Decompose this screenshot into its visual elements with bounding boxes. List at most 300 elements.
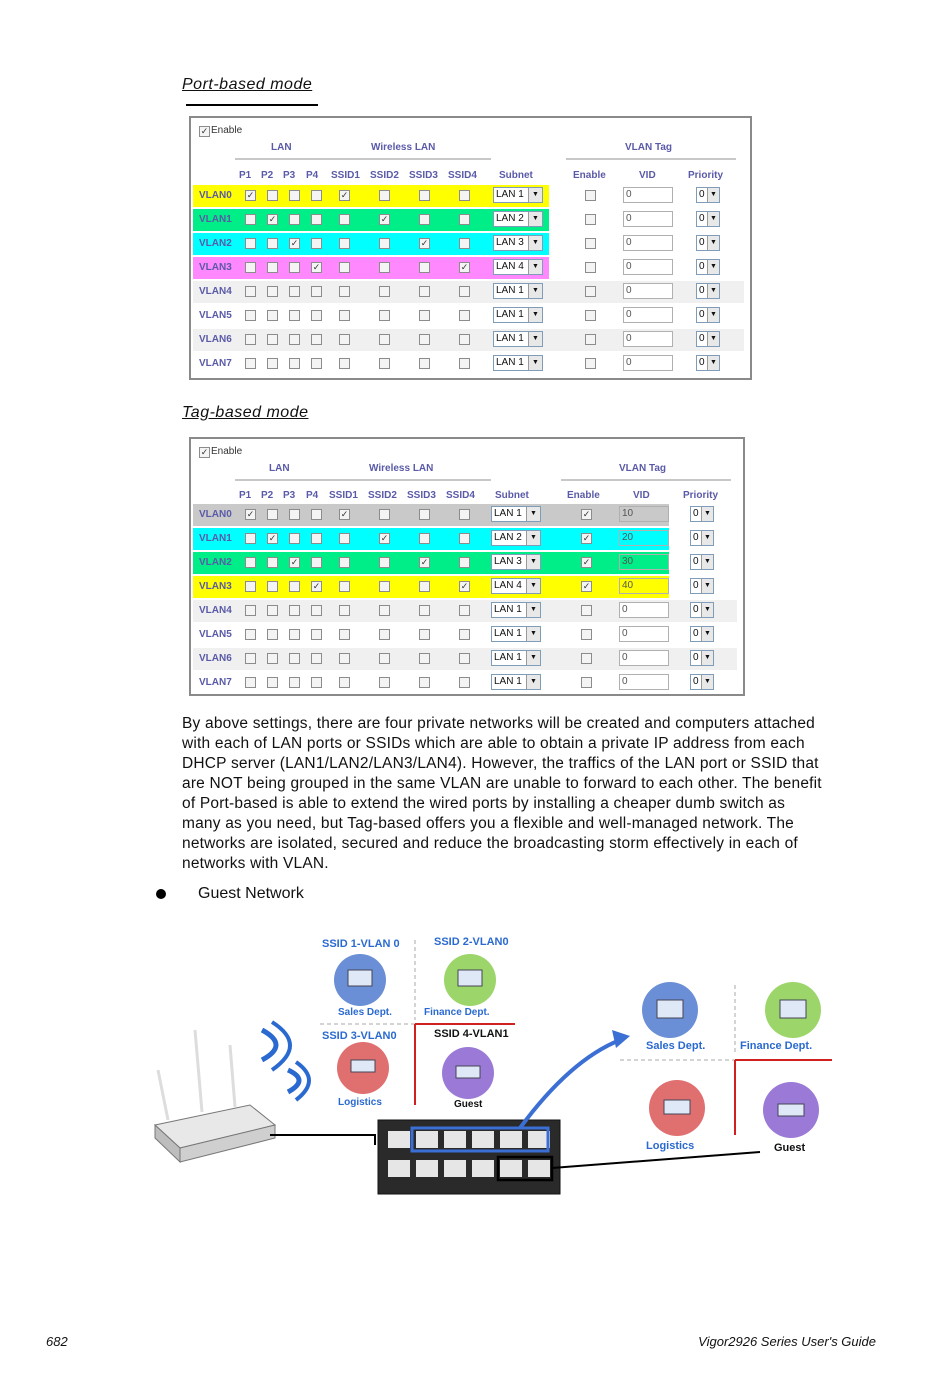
priority-value: 0 bbox=[693, 580, 699, 591]
vlan-name: VLAN4 bbox=[199, 286, 232, 297]
tag-enable-checkbox[interactable] bbox=[581, 605, 592, 616]
port-checkbox[interactable] bbox=[379, 238, 390, 249]
table-row bbox=[193, 280, 744, 304]
vid-input[interactable]: 20 bbox=[619, 530, 669, 546]
table-row bbox=[193, 671, 737, 695]
tag-enable-checkbox[interactable] bbox=[585, 238, 596, 249]
port-checkbox[interactable]: ✓ bbox=[268, 214, 277, 224]
port-checkbox[interactable] bbox=[459, 653, 470, 664]
chevron-down-icon: ▼ bbox=[526, 603, 540, 617]
priority-select[interactable] bbox=[696, 187, 720, 203]
port-checkbox[interactable] bbox=[339, 677, 350, 688]
subnet-value: LAN 1 bbox=[496, 309, 524, 320]
port-checkbox[interactable] bbox=[289, 286, 300, 297]
port-checkbox[interactable] bbox=[267, 677, 278, 688]
port-checkbox[interactable]: ✓ bbox=[246, 509, 255, 519]
subnet-select[interactable] bbox=[491, 626, 541, 642]
vlan-name: VLAN5 bbox=[199, 629, 232, 640]
subnet-value: LAN 1 bbox=[496, 189, 524, 200]
port-checkbox[interactable] bbox=[267, 358, 278, 369]
priority-value: 0 bbox=[693, 676, 699, 687]
port-checkbox[interactable] bbox=[459, 334, 470, 345]
port-checkbox[interactable] bbox=[267, 557, 278, 568]
vid-input[interactable]: 0 bbox=[619, 650, 669, 666]
chevron-down-icon: ▼ bbox=[707, 284, 719, 298]
subnet-select[interactable] bbox=[491, 674, 541, 690]
row-highlight bbox=[193, 528, 669, 550]
table-row bbox=[193, 647, 737, 671]
column-header-vid: VID bbox=[633, 490, 650, 501]
port-checkbox[interactable] bbox=[339, 238, 350, 249]
port-checkbox[interactable] bbox=[379, 581, 390, 592]
port-checkbox[interactable] bbox=[311, 653, 322, 664]
vid-input[interactable]: 0 bbox=[623, 355, 673, 371]
port-checkbox[interactable] bbox=[419, 262, 430, 273]
port-checkbox[interactable] bbox=[459, 629, 470, 640]
enable-checkbox[interactable]: ✓ bbox=[200, 447, 209, 457]
vid-input[interactable]: 0 bbox=[623, 259, 673, 275]
vid-input[interactable]: 0 bbox=[619, 626, 669, 642]
port-checkbox[interactable] bbox=[339, 334, 350, 345]
tag-enable-checkbox[interactable]: ✓ bbox=[582, 557, 591, 567]
tag-group-line bbox=[566, 158, 736, 160]
subnet-select[interactable] bbox=[491, 506, 541, 522]
port-checkbox[interactable] bbox=[459, 557, 470, 568]
subnet-select[interactable] bbox=[493, 211, 543, 227]
body-line: networks with VLAN. bbox=[182, 855, 329, 872]
priority-select[interactable] bbox=[696, 259, 720, 275]
tag-enable-checkbox[interactable] bbox=[585, 358, 596, 369]
port-checkbox[interactable] bbox=[289, 533, 300, 544]
column-header-p1: P1 bbox=[239, 170, 252, 181]
port-checkbox[interactable] bbox=[267, 286, 278, 297]
port-checkbox[interactable] bbox=[419, 677, 430, 688]
port-checkbox[interactable] bbox=[459, 310, 470, 321]
port-checkbox[interactable]: ✓ bbox=[420, 557, 429, 567]
tag-enable-checkbox[interactable]: ✓ bbox=[582, 509, 591, 519]
port-checkbox[interactable] bbox=[311, 310, 322, 321]
port-checkbox[interactable] bbox=[311, 557, 322, 568]
port-checkbox[interactable] bbox=[289, 581, 300, 592]
port-checkbox[interactable] bbox=[419, 334, 430, 345]
chevron-down-icon: ▼ bbox=[528, 332, 542, 346]
port-checkbox[interactable] bbox=[245, 581, 256, 592]
port-checkbox[interactable] bbox=[267, 605, 278, 616]
port-checkbox[interactable] bbox=[419, 214, 430, 225]
port-checkbox[interactable] bbox=[267, 190, 278, 201]
chevron-down-icon: ▼ bbox=[526, 579, 540, 593]
port-checkbox[interactable] bbox=[339, 605, 350, 616]
port-checkbox[interactable]: ✓ bbox=[420, 238, 429, 248]
guide-title: Vigor2926 Series User's Guide bbox=[698, 1334, 876, 1349]
body-line: many as you need, but Tag-based offers you a flexible and well-managed network. The bbox=[182, 815, 794, 832]
port-checkbox[interactable]: ✓ bbox=[340, 190, 349, 200]
priority-select[interactable] bbox=[690, 674, 714, 690]
subnet-value: LAN 1 bbox=[496, 285, 524, 296]
priority-value: 0 bbox=[699, 261, 705, 272]
subnet-select[interactable] bbox=[493, 307, 543, 323]
port-checkbox[interactable] bbox=[245, 677, 256, 688]
chevron-down-icon: ▼ bbox=[526, 627, 540, 641]
port-checkbox[interactable] bbox=[289, 358, 300, 369]
port-checkbox[interactable] bbox=[245, 533, 256, 544]
tag-enable-checkbox[interactable] bbox=[585, 310, 596, 321]
port-checkbox[interactable] bbox=[245, 557, 256, 568]
vid-input[interactable]: 0 bbox=[623, 235, 673, 251]
port-checkbox[interactable] bbox=[289, 214, 300, 225]
port-checkbox[interactable] bbox=[379, 677, 390, 688]
priority-value: 0 bbox=[693, 556, 699, 567]
subnet-value: LAN 2 bbox=[496, 213, 524, 224]
guest-right-label: Guest bbox=[774, 1142, 806, 1154]
vid-input[interactable]: 0 bbox=[619, 674, 669, 690]
port-checkbox[interactable] bbox=[459, 605, 470, 616]
subnet-value: LAN 1 bbox=[494, 652, 522, 663]
port-checkbox[interactable] bbox=[339, 581, 350, 592]
port-checkbox[interactable] bbox=[339, 358, 350, 369]
port-checkbox[interactable] bbox=[339, 262, 350, 273]
vlan-name: VLAN7 bbox=[199, 677, 232, 688]
port-checkbox[interactable]: ✓ bbox=[312, 581, 321, 591]
port-checkbox[interactable] bbox=[311, 533, 322, 544]
column-header-ssid1: SSID1 bbox=[329, 490, 358, 501]
port-checkbox[interactable] bbox=[419, 605, 430, 616]
priority-select[interactable] bbox=[690, 554, 714, 570]
port-checkbox[interactable] bbox=[379, 334, 390, 345]
subnet-select[interactable] bbox=[491, 602, 541, 618]
chevron-down-icon: ▼ bbox=[526, 651, 540, 665]
priority-select[interactable] bbox=[696, 283, 720, 299]
port-checkbox[interactable]: ✓ bbox=[312, 262, 321, 272]
priority-value: 0 bbox=[693, 652, 699, 663]
table-row bbox=[193, 328, 744, 352]
port-checkbox[interactable] bbox=[459, 677, 470, 688]
subnet-value: LAN 3 bbox=[494, 556, 522, 567]
tag-enable-checkbox[interactable] bbox=[585, 214, 596, 225]
port-checkbox[interactable] bbox=[245, 310, 256, 321]
vid-input[interactable]: 0 bbox=[623, 187, 673, 203]
priority-select[interactable] bbox=[696, 331, 720, 347]
subnet-select[interactable] bbox=[491, 530, 541, 546]
port-checkbox[interactable] bbox=[419, 629, 430, 640]
column-header-subnet: Subnet bbox=[499, 170, 533, 181]
port-checkbox[interactable] bbox=[289, 190, 300, 201]
lan-group-line bbox=[235, 479, 331, 481]
port-checkbox[interactable] bbox=[289, 653, 300, 664]
subnet-value: LAN 1 bbox=[494, 508, 522, 519]
port-checkbox[interactable] bbox=[339, 629, 350, 640]
priority-value: 0 bbox=[693, 508, 699, 519]
chevron-down-icon: ▼ bbox=[701, 531, 713, 545]
vlan-tag-group-header: VLAN Tag bbox=[625, 142, 673, 153]
port-checkbox[interactable] bbox=[459, 286, 470, 297]
subnet-select[interactable] bbox=[493, 187, 543, 203]
column-header-p3: P3 bbox=[283, 490, 296, 501]
vid-input[interactable]: 0 bbox=[623, 307, 673, 323]
priority-select[interactable] bbox=[690, 506, 714, 522]
port-checkbox[interactable] bbox=[419, 190, 430, 201]
port-checkbox[interactable] bbox=[311, 334, 322, 345]
chevron-down-icon: ▼ bbox=[701, 627, 713, 641]
port-checkbox[interactable] bbox=[459, 509, 470, 520]
page-number: 682 bbox=[46, 1334, 68, 1349]
port-checkbox[interactable] bbox=[267, 310, 278, 321]
port-checkbox[interactable] bbox=[379, 358, 390, 369]
sales-right-label: Sales Dept. bbox=[646, 1040, 706, 1052]
priority-value: 0 bbox=[699, 357, 705, 368]
port-checkbox[interactable] bbox=[311, 358, 322, 369]
vid-input[interactable]: 0 bbox=[623, 331, 673, 347]
vlan-name: VLAN2 bbox=[199, 238, 232, 249]
port-checkbox[interactable] bbox=[267, 629, 278, 640]
column-header-ssid3: SSID3 bbox=[409, 170, 438, 181]
vlan-name: VLAN6 bbox=[199, 653, 232, 664]
priority-value: 0 bbox=[693, 604, 699, 615]
port-checkbox[interactable] bbox=[289, 262, 300, 273]
port-checkbox[interactable] bbox=[245, 262, 256, 273]
chevron-down-icon: ▼ bbox=[701, 579, 713, 593]
port-checkbox[interactable] bbox=[267, 262, 278, 273]
bullet-guest-network: Guest Network bbox=[198, 885, 304, 902]
tag-enable-checkbox[interactable]: ✓ bbox=[582, 533, 591, 543]
priority-select[interactable] bbox=[696, 307, 720, 323]
port-checkbox[interactable]: ✓ bbox=[380, 214, 389, 224]
subnet-select[interactable] bbox=[491, 650, 541, 666]
tag-enable-checkbox[interactable] bbox=[585, 190, 596, 201]
priority-select[interactable] bbox=[690, 626, 714, 642]
port-checkbox[interactable] bbox=[419, 358, 430, 369]
port-checkbox[interactable] bbox=[339, 286, 350, 297]
vlan-name: VLAN2 bbox=[199, 557, 232, 568]
vid-input[interactable]: 0 bbox=[623, 283, 673, 299]
port-checkbox[interactable] bbox=[419, 509, 430, 520]
vlan-name: VLAN0 bbox=[199, 190, 232, 201]
vid-input[interactable]: 0 bbox=[623, 211, 673, 227]
port-checkbox[interactable] bbox=[379, 262, 390, 273]
ssid3-label: SSID 3-VLAN0 bbox=[322, 1030, 397, 1042]
port-checkbox[interactable] bbox=[311, 605, 322, 616]
port-checkbox[interactable] bbox=[379, 653, 390, 664]
port-checkbox[interactable] bbox=[459, 238, 470, 249]
port-checkbox[interactable] bbox=[419, 533, 430, 544]
priority-select[interactable] bbox=[690, 650, 714, 666]
port-checkbox[interactable] bbox=[289, 310, 300, 321]
vlan-name: VLAN1 bbox=[199, 214, 232, 225]
port-checkbox[interactable]: ✓ bbox=[268, 533, 277, 543]
body-line: By above settings, there are four private networks will be created and computers attached bbox=[182, 715, 815, 732]
port-checkbox[interactable] bbox=[311, 677, 322, 688]
port-checkbox[interactable] bbox=[379, 286, 390, 297]
port-checkbox[interactable] bbox=[267, 334, 278, 345]
priority-select[interactable] bbox=[690, 602, 714, 618]
diagram-graphic bbox=[150, 930, 840, 1200]
tag-enable-checkbox[interactable]: ✓ bbox=[582, 581, 591, 591]
port-checkbox[interactable] bbox=[289, 629, 300, 640]
vid-input[interactable]: 0 bbox=[619, 602, 669, 618]
port-checkbox[interactable] bbox=[419, 581, 430, 592]
priority-select[interactable] bbox=[690, 530, 714, 546]
port-checkbox[interactable] bbox=[311, 286, 322, 297]
port-checkbox[interactable] bbox=[339, 533, 350, 544]
lan-group-line bbox=[235, 158, 331, 160]
guest-network-diagram bbox=[150, 930, 840, 1200]
column-header-enable: Enable bbox=[567, 490, 600, 501]
subnet-select[interactable] bbox=[493, 259, 543, 275]
port-checkbox[interactable] bbox=[245, 334, 256, 345]
guest-label: Guest bbox=[454, 1099, 483, 1110]
port-checkbox[interactable] bbox=[459, 533, 470, 544]
port-checkbox[interactable] bbox=[379, 310, 390, 321]
subnet-select[interactable] bbox=[493, 331, 543, 347]
column-header-ssid4: SSID4 bbox=[448, 170, 477, 181]
port-checkbox[interactable] bbox=[245, 358, 256, 369]
chevron-down-icon: ▼ bbox=[526, 675, 540, 689]
tag-enable-checkbox[interactable] bbox=[581, 653, 592, 664]
body-line: networks are isolated, secured and reduce the broadcasting storm effectively in each of bbox=[182, 835, 798, 852]
table-row bbox=[193, 232, 744, 256]
subnet-value: LAN 1 bbox=[496, 333, 524, 344]
priority-value: 0 bbox=[699, 333, 705, 344]
table-row bbox=[193, 551, 737, 575]
port-checkbox[interactable] bbox=[245, 629, 256, 640]
lan-group-header: LAN bbox=[271, 142, 292, 153]
port-checkbox[interactable] bbox=[339, 310, 350, 321]
port-checkbox[interactable]: ✓ bbox=[380, 533, 389, 543]
port-checkbox[interactable] bbox=[289, 677, 300, 688]
priority-value: 0 bbox=[699, 189, 705, 200]
vid-input[interactable]: 30 bbox=[619, 554, 669, 570]
port-checkbox[interactable] bbox=[459, 190, 470, 201]
tag-enable-checkbox[interactable] bbox=[585, 262, 596, 273]
enable-checkbox[interactable]: ✓ bbox=[200, 126, 209, 136]
port-checkbox[interactable] bbox=[379, 557, 390, 568]
port-checkbox[interactable] bbox=[245, 214, 256, 225]
subnet-select[interactable] bbox=[491, 578, 541, 594]
vid-input[interactable]: 40 bbox=[619, 578, 669, 594]
chevron-down-icon: ▼ bbox=[528, 188, 542, 202]
chevron-down-icon: ▼ bbox=[701, 651, 713, 665]
priority-select[interactable] bbox=[696, 355, 720, 371]
chevron-down-icon: ▼ bbox=[528, 260, 542, 274]
subnet-select[interactable] bbox=[493, 235, 543, 251]
tag-enable-checkbox[interactable] bbox=[581, 629, 592, 640]
priority-select[interactable] bbox=[690, 578, 714, 594]
port-checkbox[interactable] bbox=[267, 509, 278, 520]
port-checkbox[interactable] bbox=[419, 310, 430, 321]
port-checkbox[interactable] bbox=[379, 509, 390, 520]
column-header-subnet: Subnet bbox=[495, 490, 529, 501]
table-row bbox=[193, 623, 737, 647]
port-checkbox[interactable] bbox=[379, 605, 390, 616]
port-checkbox[interactable] bbox=[459, 214, 470, 225]
priority-select[interactable] bbox=[696, 235, 720, 251]
port-checkbox[interactable] bbox=[419, 286, 430, 297]
port-checkbox[interactable]: ✓ bbox=[460, 262, 469, 272]
port-checkbox[interactable]: ✓ bbox=[246, 190, 255, 200]
priority-value: 0 bbox=[699, 309, 705, 320]
vlan-name: VLAN0 bbox=[199, 509, 232, 520]
port-checkbox[interactable]: ✓ bbox=[460, 581, 469, 591]
logistics-label: Logistics bbox=[338, 1097, 382, 1108]
port-checkbox[interactable] bbox=[459, 358, 470, 369]
enable-label: Enable bbox=[211, 125, 243, 136]
tag-enable-checkbox[interactable] bbox=[581, 677, 592, 688]
port-checkbox[interactable] bbox=[339, 653, 350, 664]
port-checkbox[interactable] bbox=[311, 238, 322, 249]
column-header-ssid2: SSID2 bbox=[370, 170, 399, 181]
chevron-down-icon: ▼ bbox=[528, 284, 542, 298]
column-header-enable: Enable bbox=[573, 170, 606, 181]
vid-input[interactable]: 10 bbox=[619, 506, 669, 522]
port-checkbox[interactable] bbox=[289, 334, 300, 345]
port-checkbox[interactable] bbox=[311, 190, 322, 201]
subnet-select[interactable] bbox=[493, 283, 543, 299]
ssid4-label: SSID 4-VLAN1 bbox=[434, 1028, 509, 1040]
port-checkbox[interactable] bbox=[245, 238, 256, 249]
port-checkbox[interactable] bbox=[245, 653, 256, 664]
row-highlight bbox=[193, 552, 669, 574]
port-checkbox[interactable] bbox=[379, 629, 390, 640]
logistics-right-label: Logistics bbox=[646, 1140, 695, 1152]
port-checkbox[interactable] bbox=[339, 214, 350, 225]
port-checkbox[interactable] bbox=[267, 581, 278, 592]
port-checkbox[interactable]: ✓ bbox=[290, 557, 299, 567]
body-line: with each of LAN ports or SSIDs which are able to obtain a private IP address from each bbox=[182, 735, 805, 752]
port-checkbox[interactable] bbox=[339, 557, 350, 568]
port-checkbox[interactable] bbox=[311, 629, 322, 640]
enable-label: Enable bbox=[211, 446, 243, 457]
column-header-p3: P3 bbox=[283, 170, 296, 181]
wlan-group-line bbox=[331, 479, 491, 481]
chevron-down-icon: ▼ bbox=[707, 308, 719, 322]
port-checkbox[interactable] bbox=[267, 653, 278, 664]
vlan-name: VLAN1 bbox=[199, 533, 232, 544]
chevron-down-icon: ▼ bbox=[701, 675, 713, 689]
column-header-p1: P1 bbox=[239, 490, 252, 501]
priority-select[interactable] bbox=[696, 211, 720, 227]
port-checkbox[interactable] bbox=[311, 509, 322, 520]
finance-label: Finance Dept. bbox=[424, 1007, 490, 1018]
port-based-vlan-table bbox=[189, 116, 752, 380]
priority-value: 0 bbox=[699, 213, 705, 224]
port-checkbox[interactable] bbox=[419, 653, 430, 664]
port-checkbox[interactable] bbox=[311, 214, 322, 225]
subnet-select[interactable] bbox=[493, 355, 543, 371]
port-checkbox[interactable] bbox=[245, 605, 256, 616]
port-checkbox[interactable]: ✓ bbox=[340, 509, 349, 519]
port-checkbox[interactable] bbox=[379, 190, 390, 201]
column-header-p2: P2 bbox=[261, 170, 274, 181]
chevron-down-icon: ▼ bbox=[526, 531, 540, 545]
subnet-select[interactable] bbox=[491, 554, 541, 570]
table-row bbox=[193, 184, 744, 208]
tag-enable-checkbox[interactable] bbox=[585, 286, 596, 297]
port-checkbox[interactable] bbox=[267, 238, 278, 249]
chevron-down-icon: ▼ bbox=[707, 236, 719, 250]
port-checkbox[interactable] bbox=[245, 286, 256, 297]
chevron-down-icon: ▼ bbox=[528, 236, 542, 250]
body-paragraph bbox=[182, 714, 902, 874]
port-checkbox[interactable] bbox=[289, 509, 300, 520]
column-header-p2: P2 bbox=[261, 490, 274, 501]
tag-enable-checkbox[interactable] bbox=[585, 334, 596, 345]
port-checkbox[interactable] bbox=[289, 605, 300, 616]
priority-value: 0 bbox=[699, 285, 705, 296]
column-header-priority: Priority bbox=[688, 170, 724, 181]
port-checkbox[interactable]: ✓ bbox=[290, 238, 299, 248]
priority-value: 0 bbox=[699, 237, 705, 248]
subnet-value: LAN 1 bbox=[494, 604, 522, 615]
